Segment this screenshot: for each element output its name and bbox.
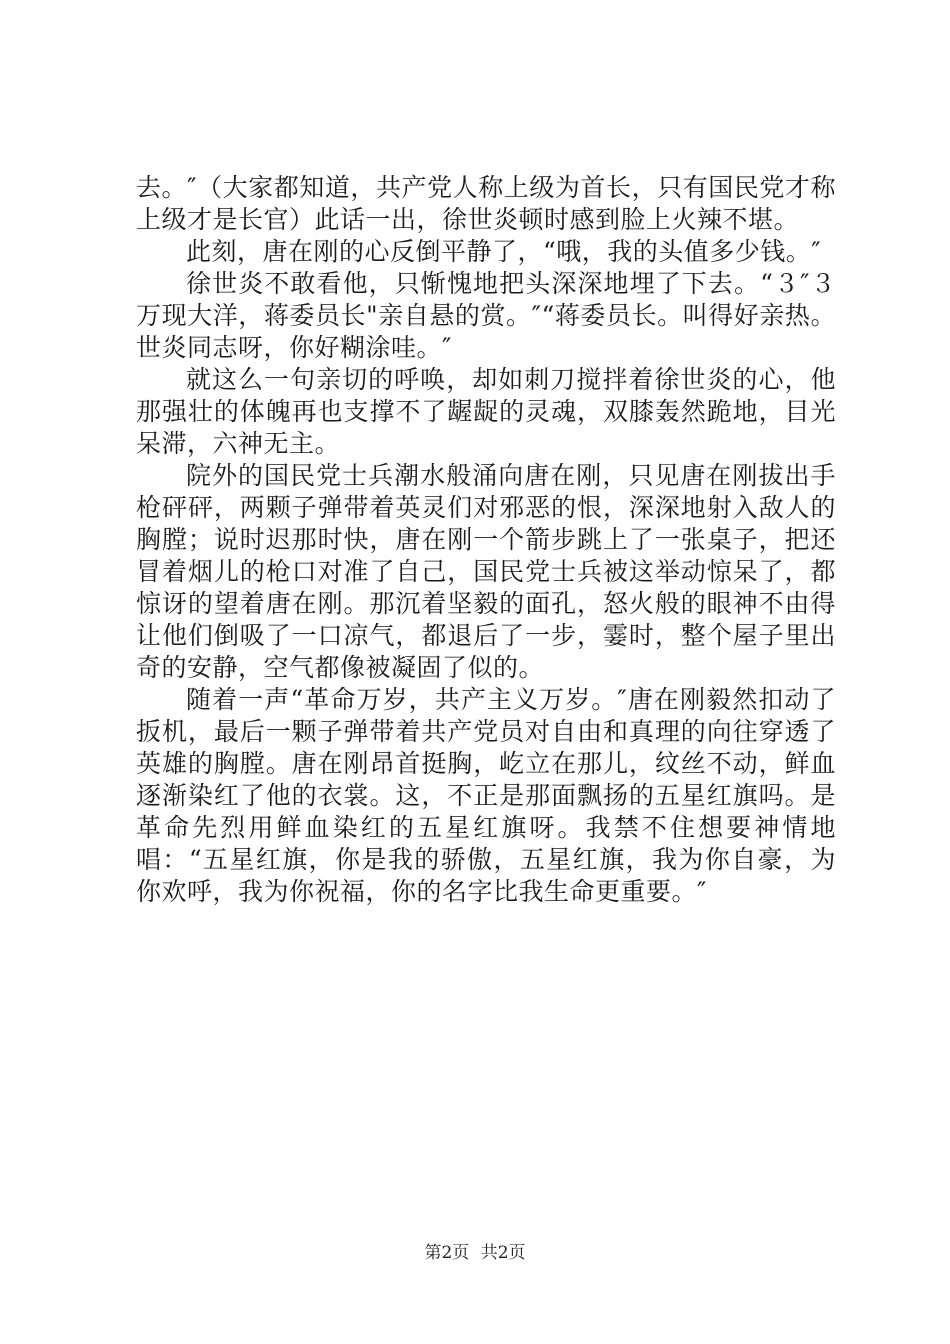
page-number: 第2页	[424, 1243, 470, 1263]
paragraph: 此刻，唐在刚的心反倒平静了，“哦，我的头值多少钱。″	[186, 237, 822, 266]
page-total: 共2页	[480, 1243, 526, 1263]
paragraph: 徐世炎不敢看他，只惭愧地把头深深地埋了下去。“３″３万现大洋，蒋委员长"亲自悬的赏。″“蒋委员长。叫得好亲热。世炎同志呀，你好糊涂哇。″	[136, 269, 836, 362]
paragraph: 随着一声“革命万岁，共产主义万岁。″唐在刚毅然扣动了扳机，最后一颗子弹带着共产党员对自由和真理的向往穿透了英雄的胸膛。唐在刚昂首挺胸，屹立在那儿，纹丝不动，鲜血逐渐染红了他的衣裳。这，不正是那面飘扬的五星红旗吗。是革命先烈用鲜血染红的五星红旗呀。我禁不住想要神情地唱：“五星红旗，你是我的骄傲，五星红旗，我为你自豪，为你欢呼，我为你祝福，你的名字比我生命更重要。″	[136, 685, 836, 906]
paragraph-continuation: 去。″（大家都知道，共产党人称上级为首长，只有国民党才称上级才是长官）此话一出，徐世炎顿时感到脸上火辣不堪。	[136, 173, 836, 234]
document-body	[136, 172, 836, 908]
paragraph: 院外的国民党士兵潮水般涌向唐在刚，只见唐在刚拔出手枪砰砰，两颗子弹带着英灵们对邪恶的恨，深深地射入敌人的胸膛；说时迟那时快，唐在刚一个箭步跳上了一张桌子，把还冒着烟儿的枪口对准了自己，国民党士兵被这举动惊呆了，都惊讶的望着唐在刚。那沉着坚毅的面孔，怒火般的眼神不由得让他们倒吸了一口凉气，都退后了一步，霎时，整个屋子里出奇的安静，空气都像被凝固了似的。	[136, 461, 836, 682]
page-footer	[0, 1241, 950, 1265]
paragraph: 就这么一句亲切的呼唤，却如刺刀搅拌着徐世炎的心，他那强壮的体魄再也支撑不了龌龊的灵魂，双膝轰然跪地，目光呆滞，六神无主。	[136, 365, 836, 458]
